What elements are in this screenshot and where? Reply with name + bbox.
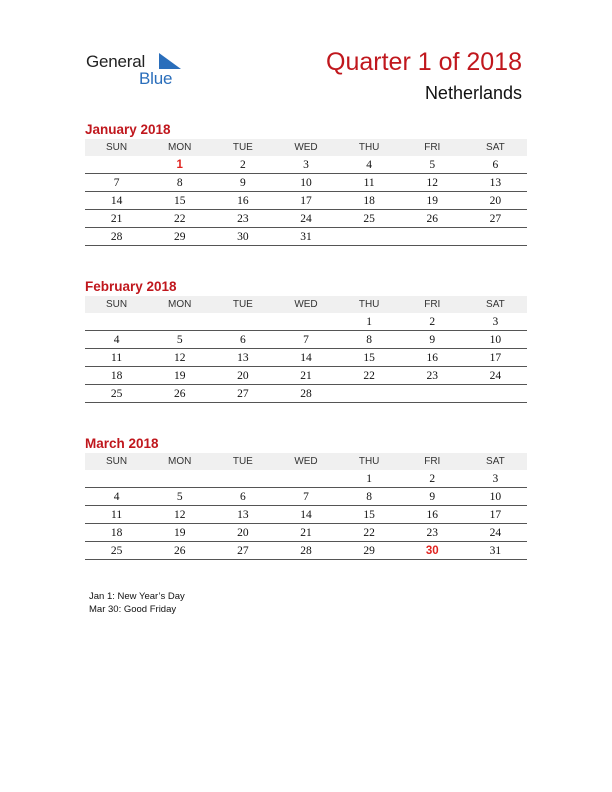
day-cell: 11 [111,508,123,521]
day-cell: 2 [239,158,246,171]
day-cell: 20 [237,526,249,539]
weekday-label: TUE [232,142,253,153]
day-cell: 1 [366,315,372,328]
week-row [85,174,527,192]
day-cell: 21 [110,212,123,225]
month-calendar-january [85,121,527,246]
day-cell: 25 [110,544,123,557]
day-cell: 23 [426,526,439,539]
day-cell: 28 [300,544,312,557]
day-cell: 4 [113,490,120,503]
month-title: January 2018 [85,122,171,137]
day-cell: 11 [363,176,375,189]
day-cell: 23 [237,212,249,225]
week-row [85,156,527,174]
day-cell: 17 [300,194,312,207]
day-cell: 18 [110,526,123,539]
week-row [85,542,527,560]
day-cell: 1 [176,158,183,171]
day-cell: 28 [300,387,312,400]
holiday-list [89,590,185,616]
day-cell: 30 [425,544,439,557]
day-cell: 14 [110,194,123,207]
week-row [85,192,527,210]
week-row [85,313,527,331]
day-cell: 12 [426,176,439,189]
holiday-item: Mar 30: Good Friday [89,604,177,615]
weekday-label: WED [294,142,318,153]
day-cell: 9 [239,176,246,189]
month-calendar-march [85,435,527,560]
month-title: March 2018 [85,436,159,451]
day-cell: 24 [489,369,502,382]
day-cell: 12 [173,351,186,364]
month-calendar-february [85,278,527,403]
day-cell: 17 [489,508,502,521]
page-title: Quarter 1 of 2018 [326,48,522,76]
day-cell: 19 [173,369,186,382]
logo-general-text: General [86,52,146,71]
day-cell: 15 [363,508,375,521]
day-cell: 13 [489,176,502,189]
day-cell: 7 [303,490,309,503]
day-cell: 19 [426,194,439,207]
day-cell: 27 [237,544,249,557]
day-cell: 19 [173,526,186,539]
day-cell: 31 [300,230,312,243]
weekday-label: WED [294,299,318,310]
weekday-label: THU [358,299,380,310]
logo-blue-text: Blue [139,69,173,88]
day-cell: 22 [173,212,186,225]
weekday-label: SUN [106,456,128,467]
day-cell: 13 [237,508,249,521]
day-cell: 25 [110,387,123,400]
week-row [85,524,527,542]
day-cell: 16 [237,194,249,207]
generalblue-logo [86,52,196,92]
day-cell: 8 [176,176,183,189]
day-cell: 20 [237,369,249,382]
day-cell: 16 [426,508,439,521]
day-cell: 12 [173,508,186,521]
day-cell: 17 [489,351,502,364]
day-cell: 5 [429,158,436,171]
day-cell: 14 [300,508,312,521]
weekday-label: MON [168,299,192,310]
holiday-item: Jan 1: New Year’s Day [89,591,185,602]
week-row [85,367,527,385]
day-cell: 26 [173,544,186,557]
week-row [85,506,527,524]
day-cell: 25 [363,212,375,225]
day-cell: 27 [489,212,502,225]
day-cell: 5 [176,333,183,346]
day-cell: 2 [429,472,436,485]
day-cell: 14 [300,351,312,364]
week-row [85,470,527,488]
day-cell: 8 [366,333,372,346]
week-row [85,488,527,506]
weekday-label: THU [358,456,380,467]
weekday-label: SAT [486,456,505,467]
day-cell: 16 [426,351,439,364]
day-cell: 4 [113,333,120,346]
day-cell: 2 [429,315,436,328]
day-cell: 21 [300,526,312,539]
weekday-label: MON [168,456,192,467]
week-row [85,210,527,228]
weekday-label: TUE [232,299,253,310]
weekday-label: WED [294,456,318,467]
day-cell: 27 [237,387,249,400]
day-cell: 9 [429,333,436,346]
day-cell: 7 [113,176,120,189]
weekday-label: SUN [106,142,128,153]
weekday-label: TUE [232,456,253,467]
day-cell: 21 [300,369,312,382]
day-cell: 15 [173,194,186,207]
day-cell: 31 [489,544,502,557]
day-cell: 6 [492,158,499,171]
day-cell: 29 [173,230,186,243]
day-cell: 24 [489,526,502,539]
day-cell: 30 [237,230,249,243]
day-cell: 13 [237,351,249,364]
weekday-label: SAT [486,142,505,153]
week-row [85,385,527,403]
day-cell: 6 [239,490,246,503]
day-cell: 10 [489,333,502,346]
day-cell: 23 [426,369,439,382]
weekday-label: MON [168,142,192,153]
day-cell: 4 [366,158,372,171]
day-cell: 18 [363,194,375,207]
day-cell: 15 [363,351,375,364]
day-cell: 3 [492,315,499,328]
day-cell: 8 [366,490,372,503]
day-cell: 22 [363,369,375,382]
weekday-header [85,296,527,313]
day-cell: 26 [426,212,439,225]
day-cell: 3 [303,158,309,171]
weekday-label: SAT [486,299,505,310]
weekday-label: THU [358,142,380,153]
month-title: February 2018 [85,279,177,294]
logo-triangle-icon [159,53,181,69]
day-cell: 1 [366,472,372,485]
week-row [85,228,527,246]
day-cell: 18 [110,369,123,382]
weekday-header [85,139,527,156]
day-cell: 24 [300,212,312,225]
day-cell: 7 [303,333,309,346]
day-cell: 28 [110,230,123,243]
day-cell: 10 [300,176,312,189]
day-cell: 26 [173,387,186,400]
day-cell: 5 [176,490,183,503]
week-row [85,331,527,349]
day-cell: 6 [239,333,246,346]
day-cell: 3 [492,472,499,485]
weekday-label: FRI [424,299,441,310]
weekday-label: FRI [424,456,441,467]
weekday-label: FRI [424,142,441,153]
weekday-header [85,453,527,470]
country-name: Netherlands [424,83,522,103]
day-cell: 22 [363,526,375,539]
day-cell: 20 [489,194,502,207]
week-row [85,349,527,367]
day-cell: 10 [489,490,502,503]
weekday-label: SUN [106,299,128,310]
day-cell: 9 [429,490,436,503]
day-cell: 11 [111,351,123,364]
day-cell: 29 [363,544,375,557]
